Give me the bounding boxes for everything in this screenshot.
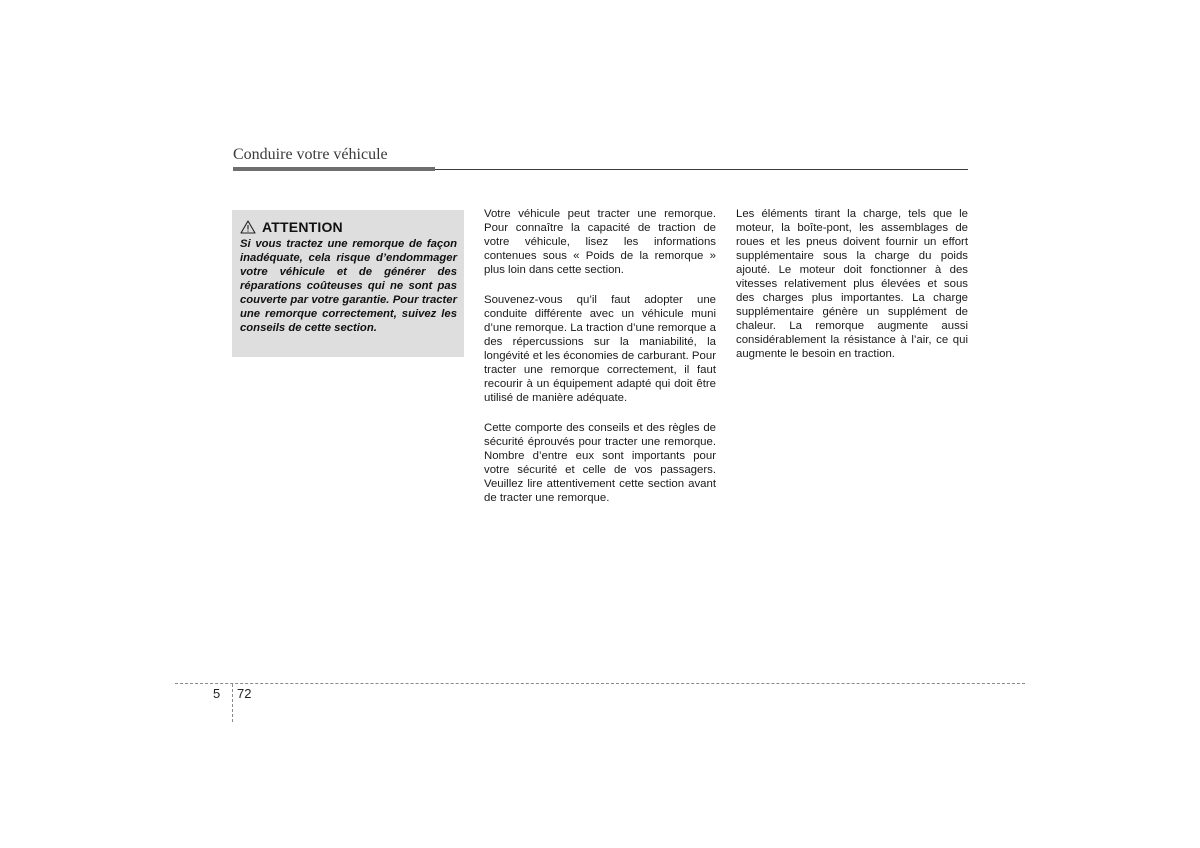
warning-triangle-icon — [240, 220, 256, 234]
body-column-3 — [736, 207, 968, 377]
chapter-number: 5 — [213, 686, 221, 701]
header-rule-thick — [233, 167, 435, 171]
paragraph: Les éléments tirant la charge, tels que le moteur, la boîte-pont, les assemblages de roues et les pneus doivent fournir un effort supplémentaire sous la charge du poids ajouté. Le moteur doit fonctionner à des vitesses relativement plus élevées et sous des charges plus importantes. La charge supplémentaire génère un supplément de chaleur. La remorque augmente aussi considérablement la résistance à l’air, ce qui augmente le besoin en traction. — [736, 208, 968, 360]
header-rule-thin — [435, 169, 968, 170]
paragraph: Cette comporte des conseils et des règles de sécurité éprouvés pour tracter une remorque. Nombre d’entre eux sont importants pour votre sécurité et celle de vos passagers. Veuillez lire attentivement cette section avant de tracter une remorque. — [484, 422, 716, 504]
attention-heading — [240, 218, 457, 236]
attention-text: Si vous tractez une remorque de façon inadéquate, cela risque d’endommager votre véhicule et de générer des réparations coûteuses qui ne sont pas couverte par votre garantie. Pour tracter une remorque correctement, suivez les conseils de cette section. — [240, 238, 457, 334]
footer-dotted-rule — [175, 683, 1025, 684]
body-column-2 — [484, 207, 716, 521]
paragraph: Votre véhicule peut tracter une remorque. Pour connaître la capacité de traction de votre véhicule, lisez les informations contenues sous « Poids de la remorque » plus loin dans cette section. — [484, 208, 716, 276]
page-number: 72 — [237, 686, 252, 701]
attention-title: ATTENTION — [262, 219, 343, 235]
attention-box — [232, 210, 464, 357]
paragraph: Souvenez-vous qu’il faut adopter une conduite différente avec un véhicule muni d’une remorque. La traction d’une remorque a des répercussions sur la maniabilité, la longévité et les économies de carburant. Pour tracter une remorque correctement, il faut recourir à un équipement adapté qui doit être utilisé de manière adéquate. — [484, 294, 716, 404]
footer-dotted-divider — [232, 684, 233, 722]
page-header-title: Conduire votre véhicule — [233, 146, 388, 163]
